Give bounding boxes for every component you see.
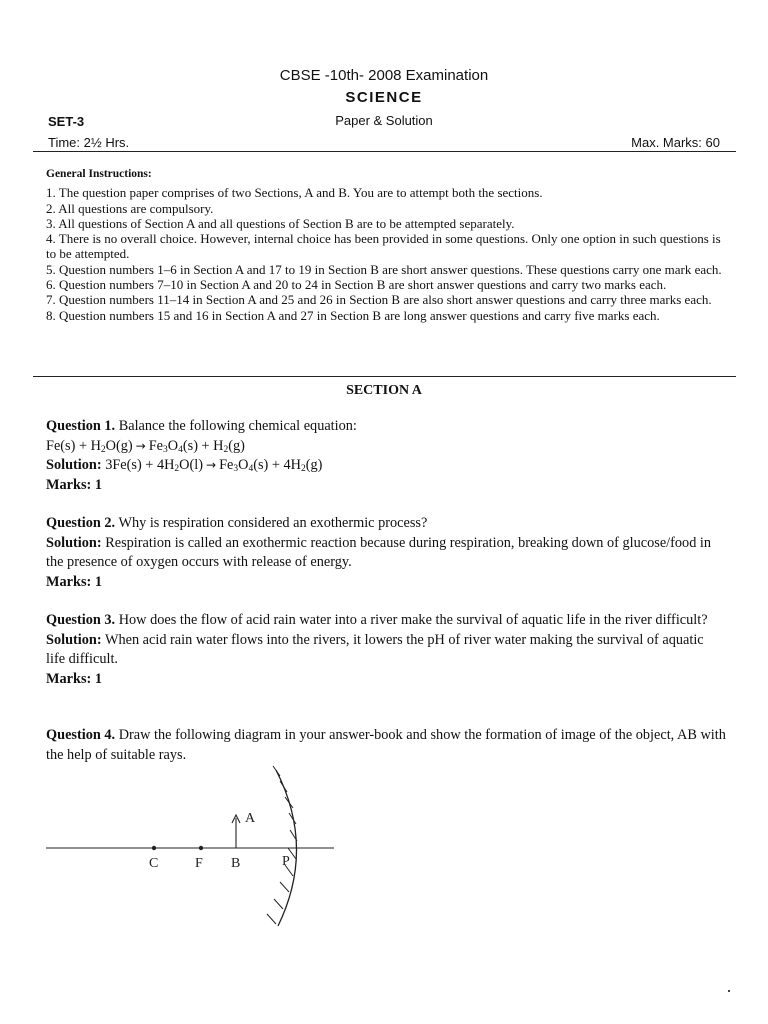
question-1-text <box>46 417 726 437</box>
question-block-3 <box>46 611 726 689</box>
label-p: P <box>282 854 290 869</box>
question-block-4 <box>46 726 726 765</box>
question-3-marks: Marks: 1 <box>46 670 102 687</box>
object-arrow-ab <box>232 815 240 848</box>
solution-text: When acid rain water flows into the rivers, it lowers the pH of river water making the survival of aquatic life difficult. <box>46 631 704 667</box>
concave-mirror-diagram <box>44 762 344 932</box>
exam-title: CBSE -10th- 2008 Examination <box>279 67 489 84</box>
instruction-item: 8. Question numbers 15 and 16 in Section A and 27 in Section B are long answer questions and carry five marks each. <box>46 307 660 323</box>
reaction-arrow-icon: → <box>206 458 217 472</box>
general-instructions <box>46 167 726 323</box>
set-label: SET-3 <box>48 114 85 129</box>
solution-label: Solution: <box>46 457 102 473</box>
label-a: A <box>245 811 256 826</box>
instruction-item: 5. Question numbers 1–6 in Section A and 17 to 19 in Section B are short answer questions. These questions carry one mark each. <box>46 261 722 277</box>
question-text: Why is respiration considered an exothermic process? <box>118 515 428 531</box>
question-1-solution: Solution: $3Fe(s) + 4H_2O(l) \to Fe_3O_4(s) + 4H_2(g)$ <box>46 457 323 474</box>
instruction-item: 4. There is no overall choice. However, internal choice has been provided in some questions. Only one option in such questions is to be attempted. <box>46 231 721 262</box>
instruction-item: 2. All questions are compulsory. <box>46 200 214 216</box>
question-label: Question 3. <box>46 612 116 628</box>
question-4-text <box>46 726 726 765</box>
header-divider <box>33 151 736 152</box>
question-1-equation: $Fe(s) + H_2O(g) \to Fe_3O_4(s) + H_2(g)$ <box>46 437 245 455</box>
solution-label: Solution: <box>46 534 102 551</box>
label-f: F <box>195 856 203 871</box>
instruction-item: 7. Question numbers 11–14 in Section A and 25 and 26 in Section B are also short answer questions and carry three marks each. <box>46 292 712 308</box>
question-2-solution <box>46 534 726 573</box>
point-f <box>199 846 203 850</box>
subject-title: SCIENCE <box>345 89 423 106</box>
question-label: Question 2. <box>46 515 116 531</box>
label-b: B <box>231 856 241 871</box>
question-block-2 <box>46 514 726 592</box>
question-3-text <box>46 611 726 631</box>
question-2-marks: Marks: 1 <box>46 573 102 590</box>
section-title: SECTION A <box>346 383 422 398</box>
point-c <box>152 846 156 850</box>
solution-text: Respiration is called an exothermic reaction because during respiration, breaking down of glucose/food in the presence of oxygen occurs with release of energy. <box>46 534 712 570</box>
label-c: C <box>149 856 159 871</box>
question-block-1 <box>46 417 726 495</box>
question-text: How does the flow of acid rain water into a river make the survival of aquatic life in the river difficult? <box>118 612 708 628</box>
question-label: Question 4. <box>46 727 116 743</box>
time-label: Time: 2½ Hrs. <box>48 135 130 150</box>
reaction-arrow-icon: → <box>135 438 146 453</box>
instruction-item: 3. All questions of Section A and all questions of Section B are to be attempted separately. <box>46 215 515 231</box>
section-divider <box>33 376 736 377</box>
max-marks-label: Max. Marks: 60 <box>631 135 720 150</box>
question-3-solution <box>46 631 726 670</box>
mirror-hatching <box>267 766 297 924</box>
question-1-marks: Marks: 1 <box>46 476 102 493</box>
question-text: Balance the following chemical equation: <box>118 418 357 434</box>
solution-label: Solution: <box>46 631 102 648</box>
question-2-text <box>46 514 726 534</box>
instructions-heading: General Instructions: <box>46 168 152 180</box>
paper-subtitle: Paper & Solution <box>335 113 433 128</box>
question-label: Question 1. <box>46 418 116 434</box>
question-text: Draw the following diagram in your answer-book and show the formation of image of the object, AB with the help of suitable rays. <box>46 727 726 763</box>
instruction-item: 1. The question paper comprises of two Sections, A and B. You are to attempt both the sections. <box>46 185 543 201</box>
instruction-item: 6. Question numbers 7–10 in Section A and 20 to 24 in Section B are short answer questions and carry two marks each. <box>46 277 667 293</box>
page-mark <box>728 990 730 992</box>
